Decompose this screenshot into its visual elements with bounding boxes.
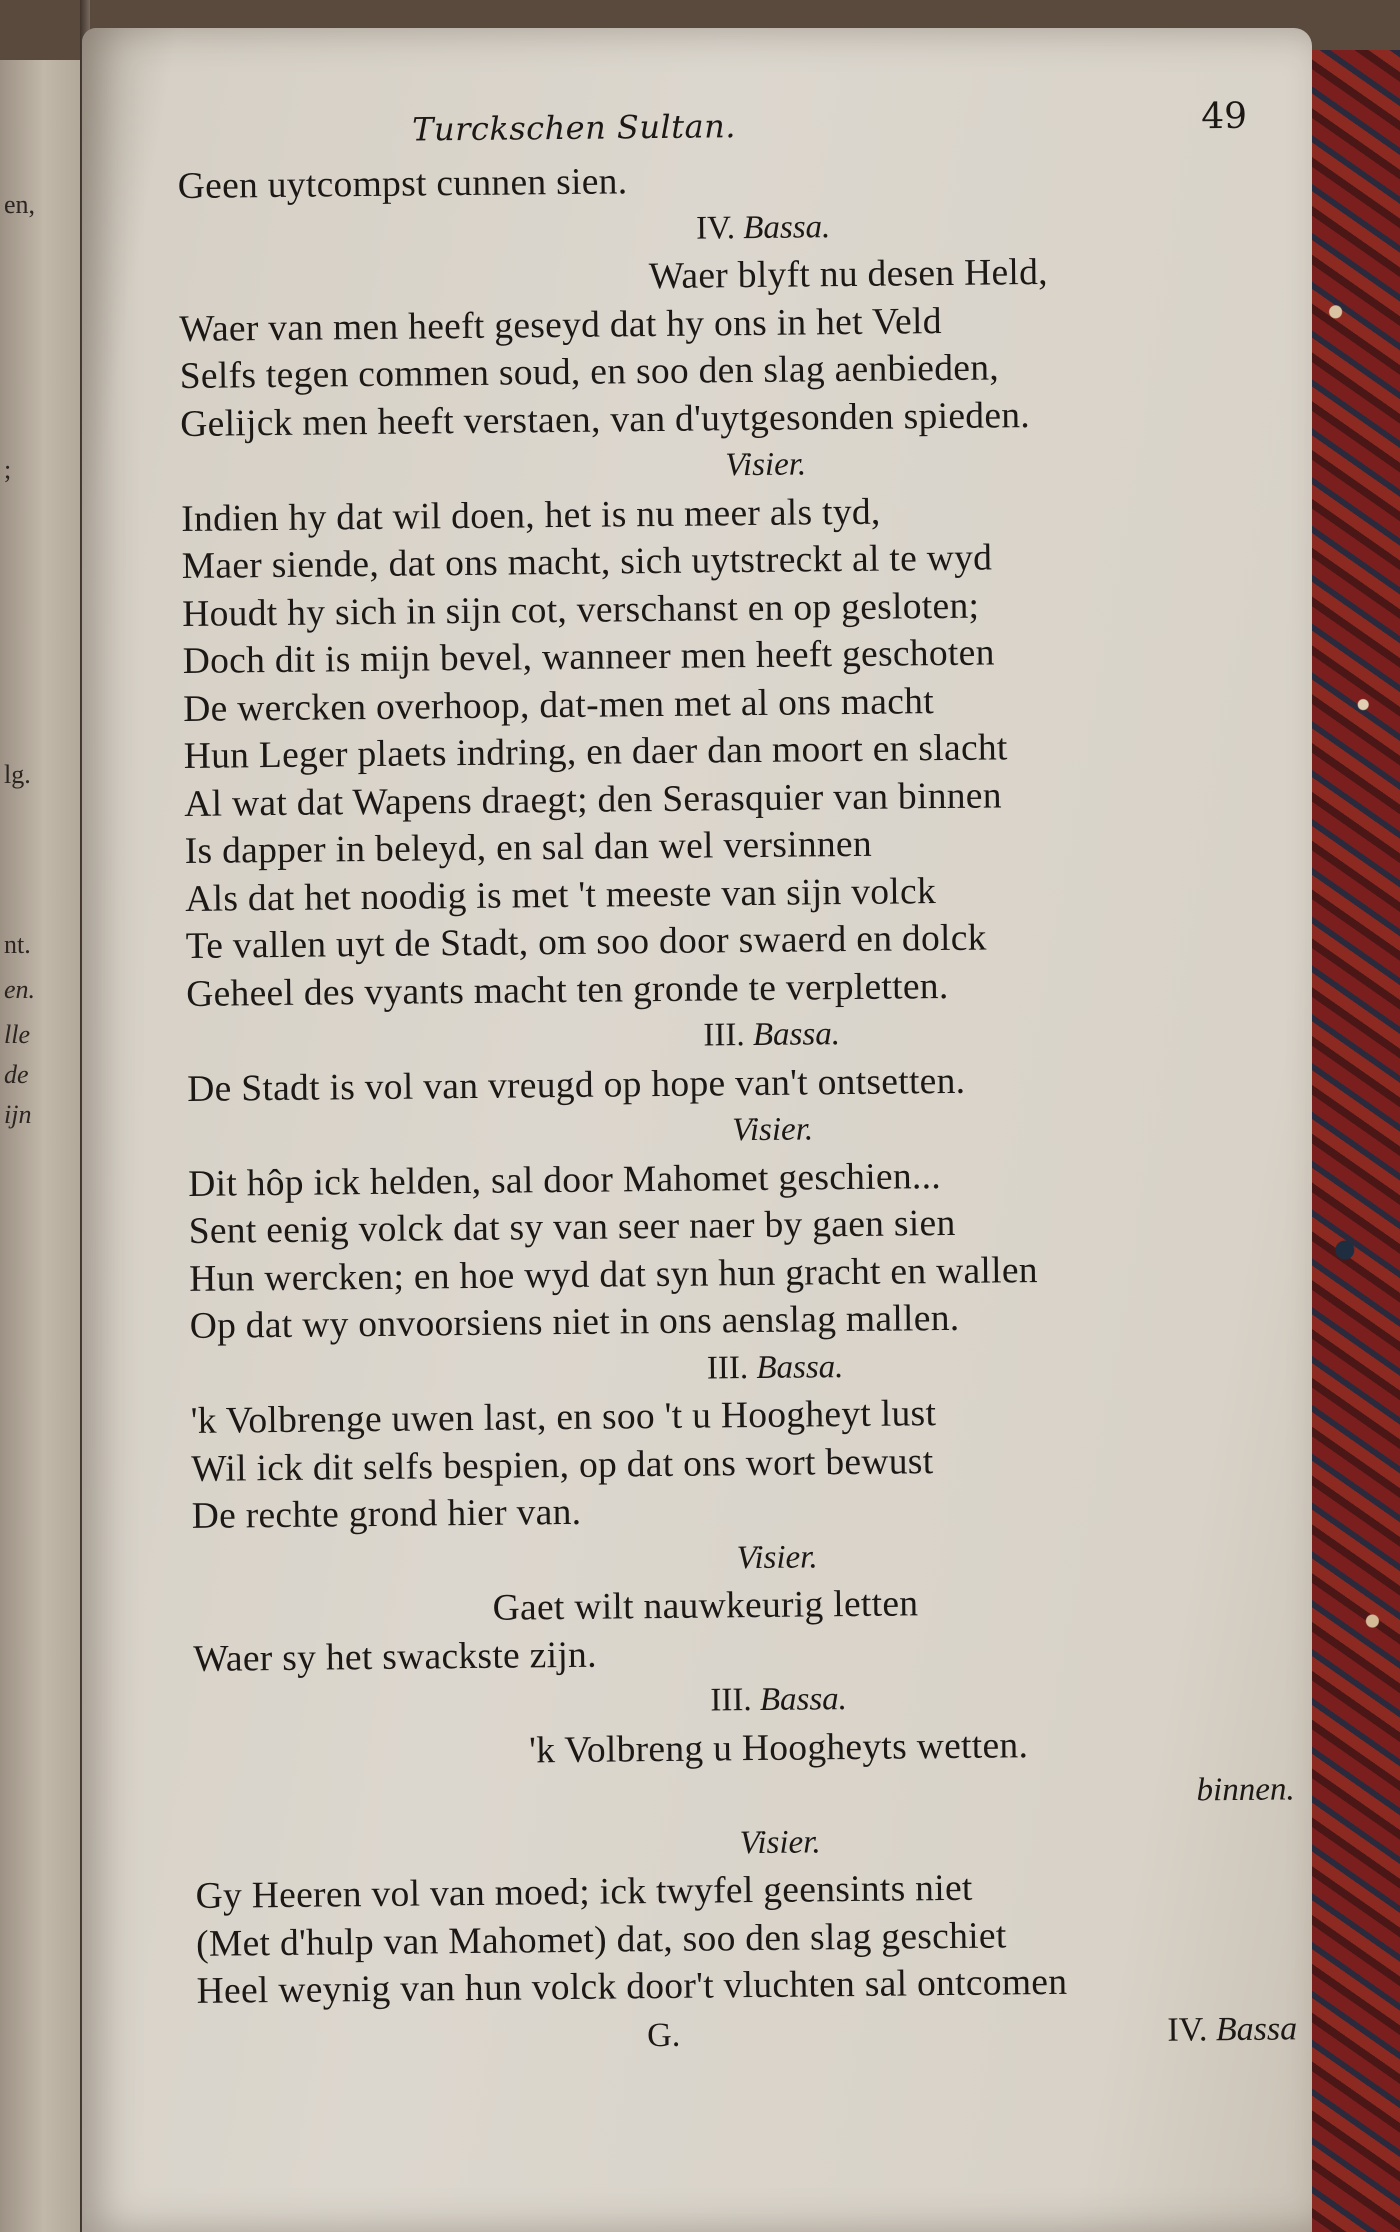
page-footer <box>197 2004 1307 2066</box>
left-page-fragment: nt. <box>4 930 31 959</box>
verse-line: De wercken overhoop, dat-men met al ons macht <box>183 680 935 730</box>
verse-line: Sent eenig volck dat sy van seer naer by gaen sien <box>188 1202 956 1252</box>
page-text-block <box>177 95 1307 2065</box>
speaker-name: Visier. <box>731 1111 814 1149</box>
catchword-prefix: IV. <box>1167 2010 1217 2049</box>
verse-line: Gy Heeren vol van moed; ick twyfel geensints niet <box>195 1867 973 1917</box>
speaker-name: Bassa. <box>759 1681 848 1718</box>
verse-line: Hun Leger plaets indring, en daer dan moort en slacht <box>183 727 1008 777</box>
verse-line: Selfs tegen commen soud, en soo den slag aenbieden, <box>179 347 1000 397</box>
verse-line: Maer siende, dat ons macht, sich uytstreckt al te wyd <box>181 537 993 587</box>
verse-line: Geheel des vyants macht ten gronde te verpletten. <box>186 965 949 1015</box>
speaker-name: Bassa. <box>756 1348 844 1386</box>
left-page-fragment: lle <box>4 1020 30 1049</box>
verse-line: Al wat dat Wapens draegt; den Serasquier van binnen <box>184 774 1003 825</box>
signature-mark: G. <box>646 2016 681 2054</box>
verse-line: Houdt hy sich in sijn cot, verschanst en op gesloten; <box>182 585 980 635</box>
left-page-fragment: ; <box>4 455 12 484</box>
speaker-name: Bassa. <box>743 208 831 246</box>
marbled-page-edge <box>1302 50 1400 2232</box>
left-page-fragment: en, <box>4 190 36 219</box>
verse-line: Als dat het noodig is met 't meeste van sijn volck <box>185 870 937 920</box>
verse-line: Op dat wy onvoorsiens niet in ons aenslag mallen. <box>189 1297 960 1347</box>
left-page-fragment: ijn <box>4 1100 32 1129</box>
speaker-name: Visier. <box>736 1538 818 1576</box>
speaker-number: III. <box>706 1349 757 1387</box>
previous-page-edge <box>0 60 83 2232</box>
verse-line: Waer sy het swackste zijn. <box>192 1634 597 1680</box>
page-number: 49 <box>1201 95 1248 138</box>
verse-line: Waer blyft nu desen Held, <box>648 251 1049 298</box>
speaker-name: Visier. <box>739 1823 821 1861</box>
speaker-name: Visier. <box>725 446 807 484</box>
book-page <box>82 28 1312 2232</box>
verse-body <box>178 151 1307 2015</box>
verse-line: Gelijck men heeft verstaen, van d'uytgesonden spieden. <box>180 394 1031 445</box>
verse-line: Hun wercken; en hoe wyd dat syn hun gracht en wallen <box>188 1249 1039 1300</box>
verse-line: De rechte grond hier van. <box>191 1491 582 1537</box>
catchword <box>1167 2004 1297 2055</box>
verse-line: De Stadt is vol van vreugd op hope van't ontsetten. <box>187 1060 966 1110</box>
verse-line: Waer van men heeft geseyd dat hy ons in het Veld <box>179 300 942 350</box>
verse-line: 'k Volbrenge uwen last, en soo 't u Hoogheyt lust <box>190 1393 937 1442</box>
speaker-number: III. <box>703 1017 754 1054</box>
verse-line: Dit hôp ick helden, sal door Mahomet geschien... <box>188 1155 942 1205</box>
speaker-number: IV. <box>695 209 744 247</box>
left-page-fragment: en. <box>4 975 36 1004</box>
verse-line: Doch dit is mijn bevel, wanneer men heeft geschoten <box>182 632 995 682</box>
stage-direction: binnen. <box>1196 1771 1295 1809</box>
verse-line: Wil ick dit selfs bespien, op dat ons wort bewust <box>190 1440 934 1490</box>
verse-line: Geen uytcompst cunnen sien. <box>177 161 628 207</box>
verse-line: (Met d'hulp van Mahomet) dat, soo den slag geschiet <box>195 1914 1007 1965</box>
speaker-number: III. <box>710 1681 761 1719</box>
speaker-name: Bassa. <box>752 1016 841 1054</box>
verse-line: Heel weynig van hun volck door't vluchten sal ontcomen <box>196 1961 1068 2012</box>
verse-line: Indien hy dat wil doen, het is nu meer als tyd, <box>181 491 881 540</box>
left-page-fragment: de <box>4 1060 29 1089</box>
verse-line: Is dapper in beleyd, en sal dan wel versinnen <box>184 823 873 872</box>
verse-line: Te vallen uyt de Stadt, om soo door swaerd en dolck <box>185 917 987 967</box>
catchword-name: Bassa <box>1215 2009 1298 2048</box>
verse-line: 'k Volbreng u Hoogheyts wetten. <box>528 1724 1029 1771</box>
verse-line: Gaet wilt nauwkeurig letten <box>492 1583 919 1629</box>
running-title: Turckschen Sultan. <box>411 107 737 149</box>
left-page-fragment: lg. <box>4 760 31 789</box>
